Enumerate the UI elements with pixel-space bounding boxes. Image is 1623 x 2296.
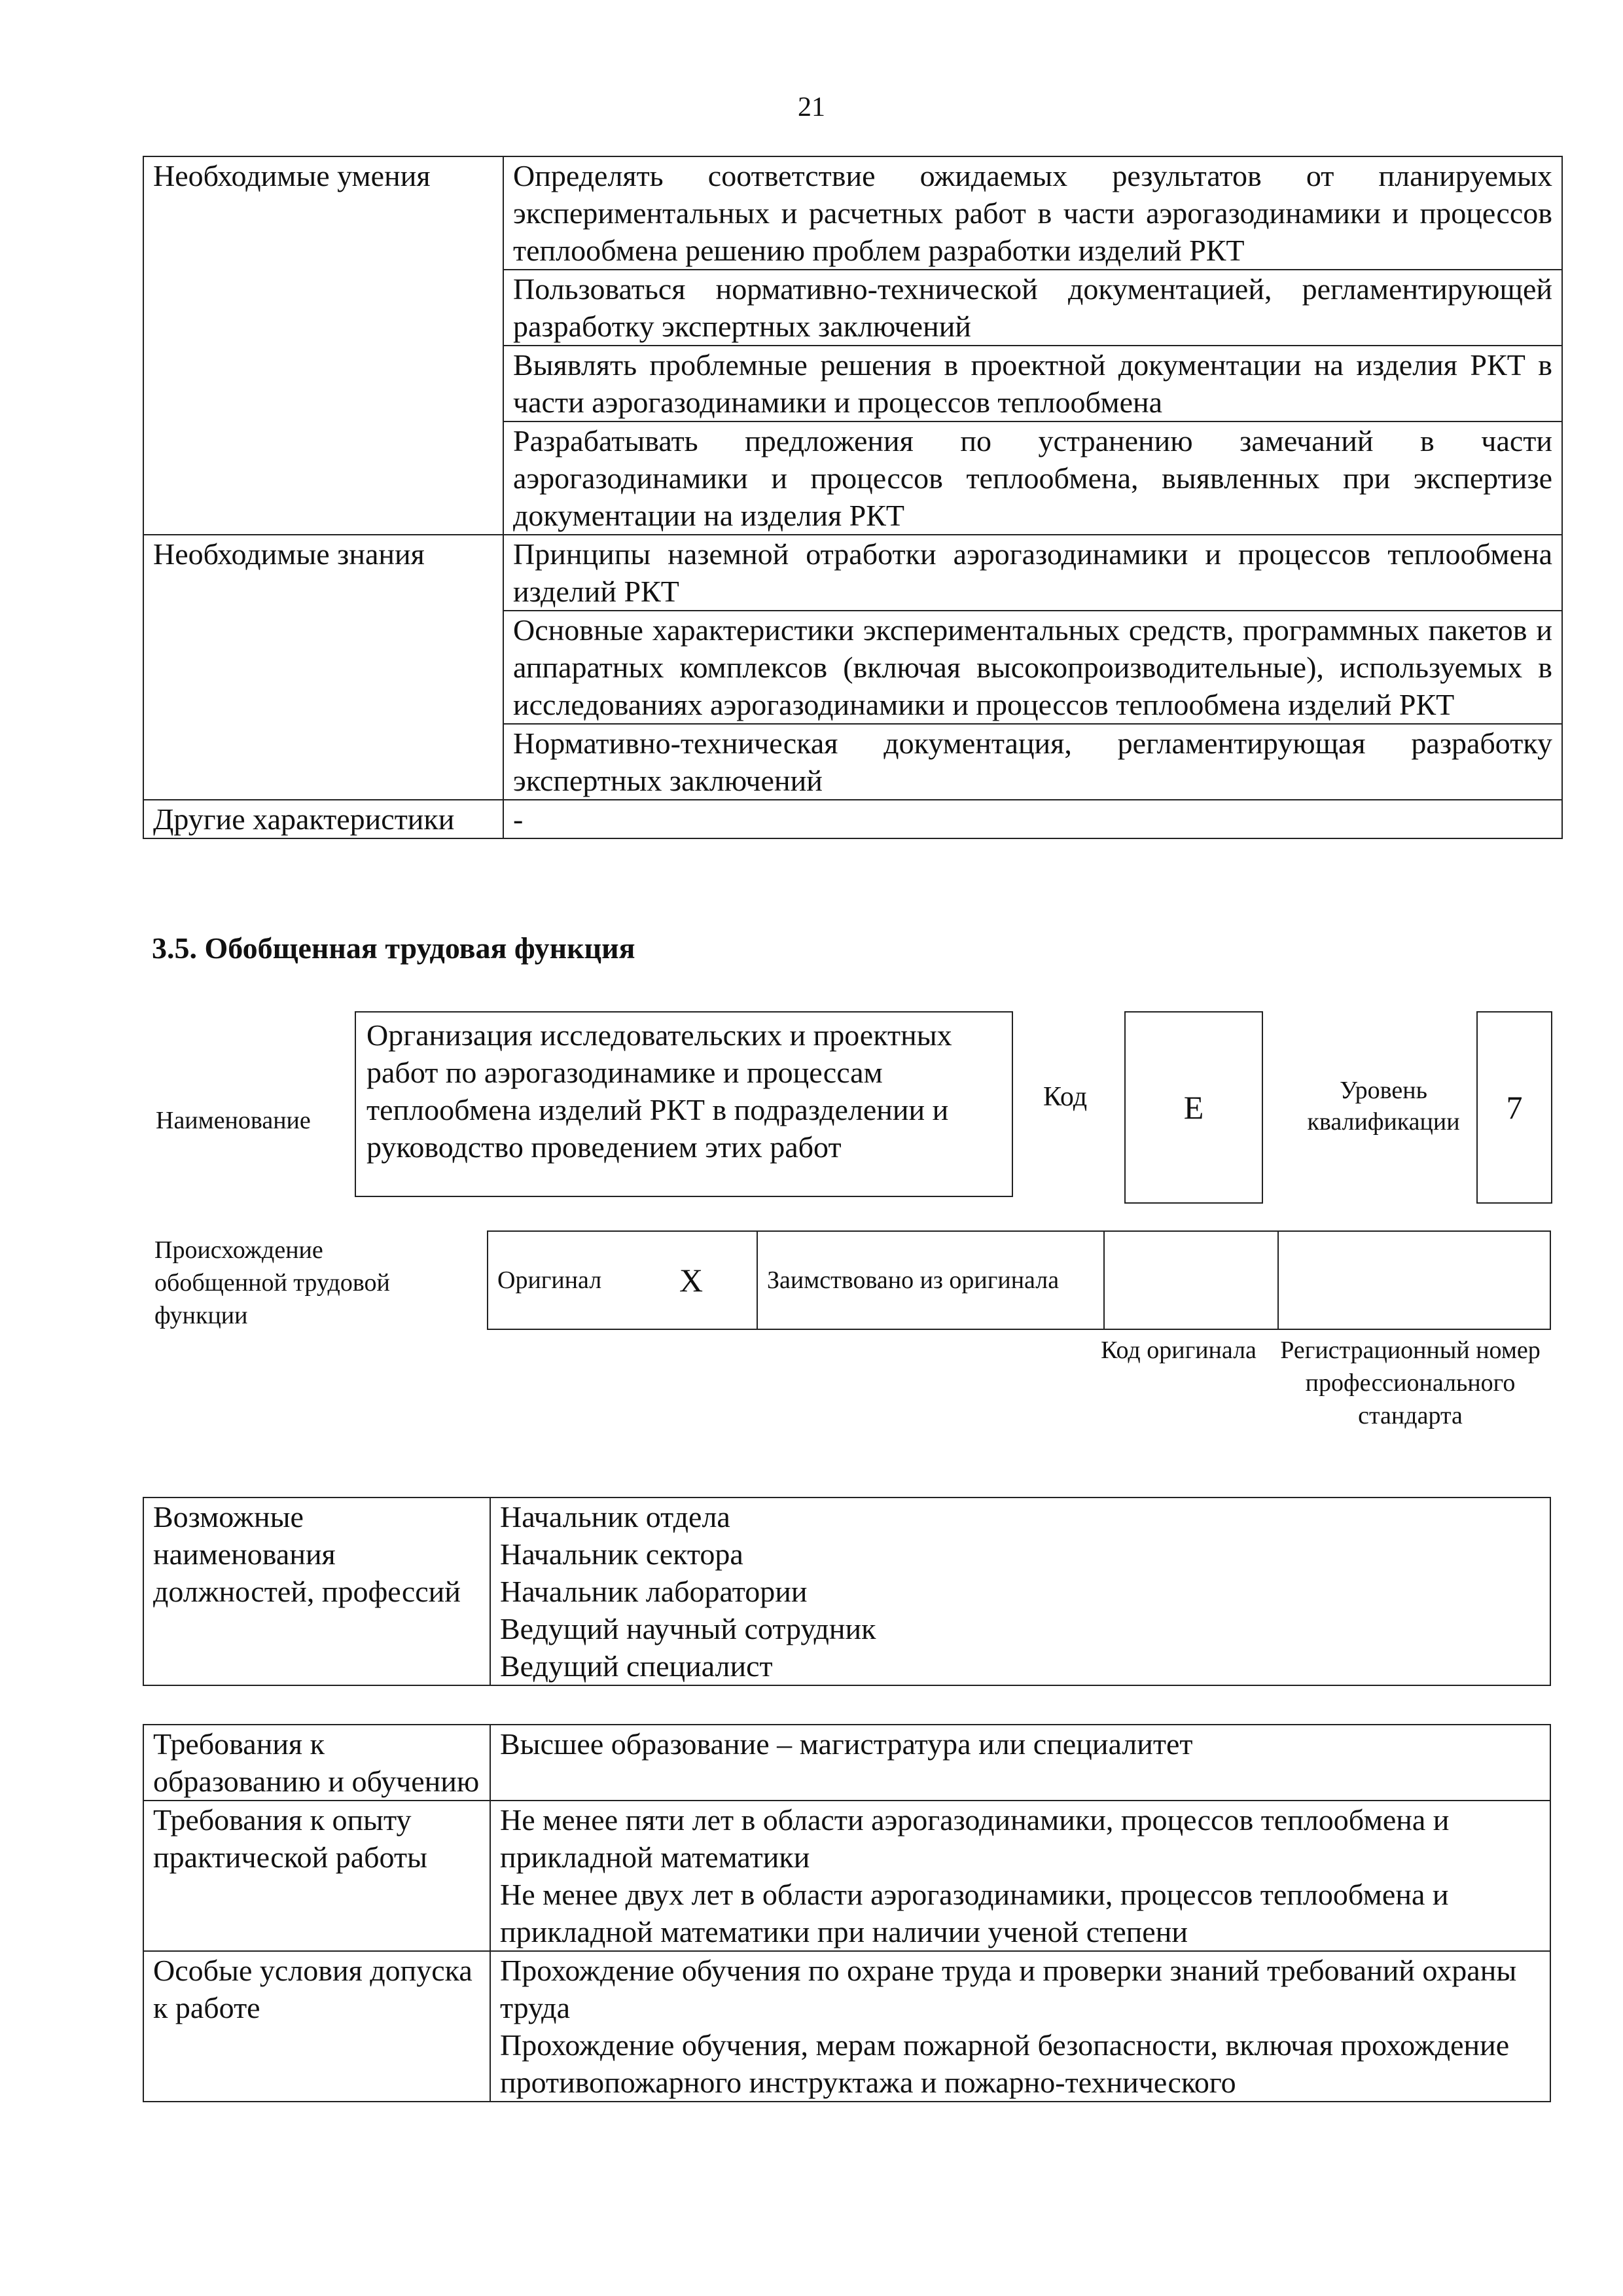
reg-number-cell bbox=[1278, 1231, 1550, 1329]
qualification-level-label: Уровень квалификации bbox=[1307, 1077, 1460, 1136]
skills-knowledge-table bbox=[143, 156, 1563, 839]
reg-number-caption: Регистрационный номер профессионального стандарта bbox=[1280, 1336, 1541, 1429]
other-characteristics-label: Другие характеристики bbox=[143, 800, 503, 838]
qualification-level-value: 7 bbox=[1476, 1011, 1552, 1204]
borrowed-label: Заимствовано из оригинала bbox=[757, 1231, 1104, 1329]
original-code-caption: Код оригинала bbox=[1101, 1336, 1257, 1364]
original-mark: X bbox=[670, 1231, 757, 1329]
skill-item: Разрабатывать предложения по устранению замечаний в части аэрогазодинамики и процессов теплообмена, выявленных при экспертизе документации на изделия РКТ bbox=[503, 422, 1562, 535]
position-item: Ведущий специалист bbox=[500, 1649, 773, 1683]
origin-table bbox=[487, 1230, 1551, 1330]
position-item: Ведущий научный сотрудник bbox=[500, 1612, 876, 1645]
positions-label: Возможные наименования должностей, профессий bbox=[143, 1498, 490, 1685]
other-characteristics-value: - bbox=[503, 800, 1562, 838]
experience-label: Требования к опыту практической работы bbox=[143, 1801, 490, 1951]
original-code-cell bbox=[1104, 1231, 1278, 1329]
skill-item: Выявлять проблемные решения в проектной документации на изделия РКТ в части аэрогазодинамики и процессов теплообмена bbox=[503, 346, 1562, 422]
original-label: Оригинал bbox=[488, 1231, 670, 1329]
education-value bbox=[490, 1725, 1550, 1801]
position-item: Начальник отдела bbox=[500, 1500, 730, 1534]
knowledge-item: Нормативно-техническая документация, регламентирующая разработку экспертных заключений bbox=[503, 724, 1562, 800]
knowledge-label: Необходимые знания bbox=[143, 535, 503, 800]
skill-item: Пользоваться нормативно-технической документацией, регламентирующей разработку экспертных заключений bbox=[503, 270, 1562, 346]
origin-label: Происхождение обобщенной трудовой функции bbox=[154, 1236, 390, 1329]
name-label: Наименование bbox=[156, 1107, 311, 1134]
skills-label: Необходимые умения bbox=[143, 156, 503, 535]
positions-list bbox=[490, 1498, 1550, 1685]
knowledge-item: Принципы наземной отработки аэрогазодинамики и процессов теплообмена изделий РКТ bbox=[503, 535, 1562, 611]
requirement-item: Не менее пяти лет в области аэрогазодинамики, процессов теплообмена и прикладной математики bbox=[500, 1803, 1450, 1874]
requirement-item: Прохождение обучения, мерам пожарной безопасности, включая прохождение противопожарного инструктажа и пожарно-технического bbox=[500, 2028, 1510, 2099]
experience-value bbox=[490, 1801, 1550, 1951]
skill-item: Определять соответствие ожидаемых результатов от планируемых экспериментальных и расчетных работ в части аэрогазодинамики и процессов теплообмена решению проблем разработки изделий РКТ bbox=[503, 156, 1562, 270]
requirement-item: Высшее образование – магистратура или специалитет bbox=[500, 1727, 1193, 1761]
page-number: 21 bbox=[798, 92, 825, 122]
position-item: Начальник лаборатории bbox=[500, 1575, 808, 1608]
section-title: 3.5. Обобщенная трудовая функция bbox=[152, 931, 635, 965]
admission-label: Особые условия допуска к работе bbox=[143, 1951, 490, 2102]
admission-value bbox=[490, 1951, 1550, 2102]
code-value-box: E bbox=[1124, 1011, 1263, 1204]
education-label: Требования к образованию и обучению bbox=[143, 1725, 490, 1801]
position-item: Начальник сектора bbox=[500, 1537, 743, 1571]
function-name-box: Организация исследовательских и проектных работ по аэрогазодинамике и процессам теплообмена изделий РКТ в подразделении и руководство проведением этих работ bbox=[355, 1011, 1013, 1197]
requirement-item: Не менее двух лет в области аэрогазодинамики, процессов теплообмена и прикладной математики при наличии ученой степени bbox=[500, 1878, 1449, 1948]
positions-table bbox=[143, 1497, 1551, 1686]
requirements-table bbox=[143, 1724, 1551, 2102]
requirement-item: Прохождение обучения по охране труда и проверки знаний требований охраны труда bbox=[500, 1954, 1517, 2024]
knowledge-item: Основные характеристики экспериментальных средств, программных пакетов и аппаратных комплексов (включая высокопроизводительные), используемых в исследованиях аэрогазодинамики и процессов теплообмена изделий РКТ bbox=[503, 611, 1562, 724]
code-label: Код bbox=[1043, 1082, 1088, 1112]
